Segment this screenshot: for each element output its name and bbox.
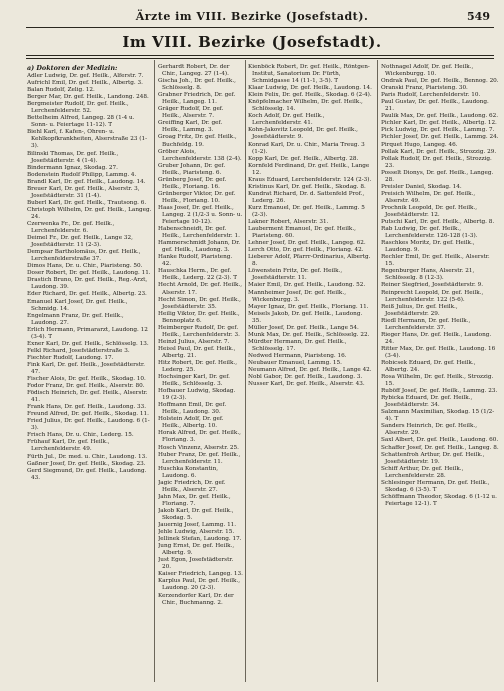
directory-entry: Frisch Hans, Dr. u. Chir., Lederg. 15. [27,432,134,439]
directory-entry: Hitz Robert, Dr. gef. Heilk., Lederg. 25. [158,359,238,374]
directory-entry: Hecht Simon, Dr. gef. Heilk., Josefstädterstr. 35. [158,296,241,310]
directory-entry: Bergmeister Rudolf, Dr. gef. Heilk., Lerchenfelderstr. 52. [27,101,129,115]
directory-entry: Kundrat Richard, Dr. d. Sattenfeld Prof., Lederg. 26. [248,190,365,204]
directory-entry: Dempsar Bartholomäus, Dr. gef. Heilk., Lerchenfelderstraße 37. [27,249,141,263]
directory-entry: Haas Josef, Dr. gef. Heilk., Langeg. 2 (1/2-3 u. Sonn- u. Feiertage 10-12). [158,204,243,226]
page-header [0,10,504,26]
directory-entry: Erlich Hermann, Primararzt, Laudong. 12 (3-4). T [27,326,148,340]
directory-entry: Drastich Bruno, Dr. gef. Heilk., Reg.-Arzt, Laudong. 39. [27,277,148,291]
directory-entry: Mayer Ignaz, Dr. gef. Heilk., Floriang. 11. [248,303,369,310]
directory-entry: Prochnik Leopold, Dr. gef. Heilk., Josefstädterstr. 12. [381,204,478,218]
directory-entry: Balan Rudolf, Zelig. 12. [27,87,95,94]
directory-entry: Müller Josef, Dr. gef. Heilk., Lange 54. [248,324,359,331]
directory-entry: Gerhardt Robert, Dr. der Chir., Langeg. 27 (1-4). [158,64,230,78]
directory-entry: Jung Ernst, Dr. gef. Heilk., Albertg. 9. [158,543,235,557]
directory-entry: Saxl Albert, Dr. gef. Heilk., Laudong. 60. [381,437,499,444]
directory-entry: Bilinski Thomas, Dr. gef. Heilk., Josefstädterstr. 4 (1-4). [27,150,119,164]
directory-entry: Kristinus Karl, Dr. gef. Heilk., Skodag. 8. [248,183,366,190]
directory-entry: Greiffing Karl, Dr. gef. Heilk., Lammg. 3. [158,120,223,134]
directory-entry: Löwenstein Fritz, Dr. gef. Heilk., Josefstädterstr. 11. [248,268,343,282]
directory-entry: Heimberger Rudolf, Dr. gef. Heilk., Lerchenfelderstr. 3. [158,324,240,338]
directory-entry: Rybicka Eduard, Dr. gef. Heilk., Josefstädterstr. 34. [381,395,473,409]
directory-entry: Hofbauer Ludwig, Skodag. 19 (2-3). [158,388,236,402]
directory-entry: Horak Alfred, Dr. gef. Heilk., Floriang. 3. [158,430,241,444]
directory-entry: Kaiser Friedrich, Langeg. 13. [158,571,243,578]
directory-entry: Emanuel Karl Josef, Dr. gef. Heilk., Schmidg. 14. [27,298,128,312]
directory-entry: Christoph Wilhelm, Dr. gef. Heilk., Langeg. 24. [27,206,152,220]
directory-entry: Eder Richard, Dr. gef. Heilk., Albertg. 23. [27,291,147,298]
directory-entry: Czerwenka Fr., Dr. gef. Heilk., Lerchenfelderstr. 6. [27,220,115,235]
directory-entry: Lieberer Adolf, Pfarrr-Ordinarius, Albertg. 8. [248,254,371,268]
directory-entry: Kurz Emanuel, Dr. gef. Heilk., Lammg. 5 (2-3). [248,204,365,218]
column-3 [248,64,373,682]
directory-entry: Aufrichl Emil, Dr. gef. Heilk., Albertg. 3. [27,80,143,87]
section-rule-top [26,55,494,56]
column-2 [158,64,243,682]
directory-entry: Fried Julius, Dr. gef. Heilk., Laudong. 6 (1-3). [27,418,150,432]
directory-entry: Habenschneidt, Dr. gef. Heilk., Lerchenfelderstr. 1. [158,226,240,240]
directory-entry: Lakner Robert, Alserstr. 31. [248,219,329,226]
directory-entry: Nedwed Hermann, Piaristeng. 16. [248,352,347,359]
directory-entry: Neubauer Emanuel, Lammg. 15. [248,359,342,366]
directory-entry: Lauberment Emanuel, Dr. gef. Heilk., Piaristeng. 60. [248,226,356,240]
column-4 [381,64,499,682]
directory-entry: Paulik Max, Dr. gef. Heilk., Laudong. 62. [381,113,499,120]
directory-entry: Ritter Max, Dr. gef. Heilk., Laudong. 16 (3-4). [381,345,496,359]
directory-entry: Riedl Hermann, Dr. gef. Heilk., Lerchenfelderstr. 37. [381,317,471,331]
directory-entry: Rab Ludwig, Dr. gef. Heilk., Lerchenfelderstr. 126-128 (1-3). [381,226,478,240]
directory-entry: Breuer Karl, Dr. gef. Heilk., Alserstr. 3, Josefstädterstr. 31 (1-4). [27,185,140,199]
directory-entry: Kornfeld Ferdinand, Dr. gef. Heilk., Lange 12. [248,162,370,176]
directory-entry: Jakob Karl, Dr. gef. Heilk., Skodag. 5. [158,507,234,521]
directory-entry: Doser Robert, Dr. gef. Heilk., Laudong. 11. [27,270,151,277]
directory-entry: Kerzendorfer Karl, Dr. der Chir., Buchmanng. 2. [158,592,234,606]
directory-entry: Bindermann Ignaz, Skodag. 27. [27,164,118,171]
directory-entry: Hauschka Herm., Dr. gef. Heilk., Lederg. 22 (2-3). T [158,268,238,282]
directory-entry: Meisels Jakob, Dr. gef. Heilk., Laudong. 35. [248,310,363,324]
directory-entry: Schaffer Josef, Dr. gef. Heilk., Langeg. 8. [381,444,499,451]
directory-entry: Grünberger Viktor, Dr. gef. Heilk., Floriang. 10. [158,190,236,204]
directory-entry: Fodor Franz, Dr. gef. Heilk., Alserstr. 80. [27,383,145,390]
directory-entry: Fink Karl, Dr. gef. Heilk., Josefstädterstr. 47. [27,361,145,375]
directory-entry: Schlesinger Hermann, Dr. gef. Heilk., Skodag. 6 (3-5). T [381,479,490,493]
directory-entry: Frühauf Karl, Dr. gef. Heilk., Lerchenfelderstr. 49. [27,439,110,453]
directory-entry: Kienböck Robert, Dr. gef. Heilk., Röntgen-Institut, Sanatorium Dr. Fürth, Schmidgasse 14 (11-1, 3-5). T [248,64,370,85]
directory-entry: Huschka Konstantin, Laudong. 6. [158,465,219,479]
directory-entry: Felkl Richard, Josefstädterstraße 3. [27,347,130,354]
directory-entry: Knöpfelmacher Wilhelm, Dr. gef. Heilk., Schlösselg. 14. [248,99,363,113]
directory-entry: Pirquet Hugo, Langeg. 46. [381,141,458,148]
directory-entry: Sanders Heinrich, Dr. gef. Heilk., Alserstr. 29. [381,423,478,437]
directory-entry: Pichler Karl, Dr. gef. Heilk., Albertg. 12. [381,120,497,127]
directory-entry: Jehle Ludwig, Alserstr. 15. [158,529,235,536]
directory-entry: Schöffmann Theodor, Skodag. 6 (1-12 u. Feiertage 12-1). T [381,493,497,507]
running-title: Ärzte im VIII. Bezirke (Josefstadt). [135,10,369,23]
directory-entry: Gröber Alois, Lerchenfelderstr. 138 (2-4). [158,148,242,162]
directory-entry: Kraus Eduard, Lerchenfelderstr. 124 (2-3). [248,176,372,183]
directory-entry: Posselt Dionys, Dr. gef. Heilk., Langeg. 28. [381,169,494,183]
column-1 [27,64,152,682]
directory-entry: Preisler Daniel, Skodag. 14. [381,183,462,190]
directory-entry: Pollak Karl, Dr. gef. Heilk., Strozzig. 29. [381,148,497,155]
directory-entry: Schiff Arthur, Dr. gef. Heilk., Lerchenfelderstr. 28. [381,465,464,479]
directory-entry: Nobl Gabor, Dr. gef. Heilk., Laudong. 3. [248,374,363,381]
directory-entry: Rieger Hans, Dr. gef. Heilk., Laudong. 24. [381,331,492,345]
directory-entry: Hanke Rudolf, Piaristeng. 42. [158,254,233,268]
directory-entry: Jahn Max, Dr. gef. Heilk., Floriang. 7. [158,493,231,507]
directory-entry: Mannheimer Josef, Dr. gef. Heilk., Wickenburgg. 3. [248,289,346,303]
directory-entry: Neumann Alfred, Dr. gef. Heilk., Lange 42. [248,367,372,374]
directory-entry: Pichler Josef, Dr. gef. Heilk., Lammg. 24. [381,134,499,141]
directory-entry: Berger Mar, Dr. gef. Heilk., Landong. 248. [27,94,149,101]
directory-entry: Groag Fritz, Dr. gef. Heilk., Buchfeldg. 19. [158,134,237,148]
directory-entry: Robicsek Eduard, Dr. gef. Heilk., Albertg. 24. [381,359,476,374]
directory-entry: Fürth Jul., Dr. med. u. Chir., Laudong. 13. [27,453,148,460]
directory-entry: Reinprecht Leopold, Dr. gef. Heilk., Lerchenfelderstr. 122 (5-6). [381,289,484,303]
directory-entry: Karplus Paul, Dr. gef. Heilk., Laudong. 20 (2-3). [158,578,241,592]
directory-entry: Jellinek Stefan, Laudong. 17. [158,536,242,543]
directory-entry: Fischer Alois, Dr. gef. Heilk., Skodag. 10. [27,376,146,383]
directory-entry: Lerch Otto, Dr. gef. Heilk., Floriang. 42. [248,247,364,254]
directory-entry: Lehner Josef, Dr. gef. Heilk., Langeg. 62. [248,240,366,247]
directory-entry: Biehl Karl, f. Kafen-, Ohren- u. Kehlkopfkrankheiten, Alserstraße 23 (1-3). [27,129,148,150]
section-rule-bottom [26,58,494,59]
directory-entry: Hosch Vinzenz, Alserstr. 25. [158,444,239,451]
directory-entry: Adler Ludwig, Dr. gef. Heilk., Alferstr. 7. [27,73,144,79]
directory-entry: Gruber Johann, Dr. gef. Heilk., Piaristeng. 6. [158,162,226,176]
directory-entry: Bodenstein Rudolf Philipp, Lammg. 4. [27,171,137,178]
directory-entry: Freund Alfred, Dr. gef. Heilk., Skodag. 11. [27,411,149,418]
directory-entry: Grünberg Josef, Dr. gef. Heilk., Floriang. 16. [158,176,227,190]
directory-entry: Heinzl Julius, Alserstr. 7. [158,338,230,345]
directory-entry: Deimel Fr., Dr. gef. Heilk., Lange 32, Josefstädterstr. 11 (2-3). [27,235,133,249]
directory-entry: Paul Gustav, Dr. gef. Heilk., Laudong. 21. [381,99,489,113]
directory-entry: Brandl Karl, Dr. gef. Heilk., Laudong. 14. [27,178,146,185]
directory-entry: Rechler Emil, Dr. gef. Heilk., Alserstr. 15. [381,254,490,268]
directory-entry: Schattenfroh Arthur, Dr. gef. Heilk., Josefstädterstr. 19. [381,451,485,465]
directory-entry: Hoffmann Emil, Dr. gef. Heilk., Laudong. 30. [158,402,227,416]
directory-entry: Raschkes Moritz, Dr. gef. Heilk., Laudong. 9. [381,240,475,254]
directory-entry: Kopp Karl, Dr. gef. Heilk., Albertg. 28. [248,155,359,162]
page-number: 549 [467,10,490,23]
directory-entry: Fiechter Rudolf, Laudong. 17. [27,354,114,361]
directory-entry: Bettelheim Alfred, Langeg. 28 (1-4 u. Sonn- u. Feiertage 11-12). T [27,115,135,129]
directory-entry: Preisich Wilhelm, Dr. gef. Heilk., Alserstr. 49. [381,190,476,204]
directory-entry: Just Egon, Josefstädterstr. 20. [158,557,234,571]
directory-entry: Munk Max, Dr. gef. Heilk., Schlösselg. 22. [248,331,370,338]
directory-entry: Jauernig Josef, Lammg. 11. [158,522,237,529]
directory-entry: Paris Rudolf, Lerchenfelderstr. 10. [381,92,481,99]
directory-entry: Salzmann Maximilian, Skodag. 15 (1/2-4). T [381,409,495,423]
directory-entry: Mürdter Hermann, Dr. gef. Heilk., Schlösselg. 17. [248,338,347,352]
directory-entry: Nothnagel Adolf, Dr. gef. Heilk., Wickenburgg. 10. [381,64,474,78]
directory-entry: Pick Ludwig, Dr. gef. Heilk., Lammg. 7. [381,127,495,134]
directory-entry: Klaar Ludwig, Dr. gef. Heilk., Laudong. 14. [248,85,372,92]
directory-entry: Huber Franz, Dr. gef. Heilk., Lerchenfelderstr. 11. [158,451,241,465]
directory-entry: Ruböff Josef, Dr. gef. Heilk., Lammg. 23. [381,388,498,395]
directory-entry: Maier Emil, Dr. gef. Heilk., Laudong. 52. [248,282,366,289]
directory-entry: Nusser Karl, Dr. gef. Heilk., Alserstr. 43. [248,381,365,388]
directory-entry: Holstein Adolf, Dr. gef. Heilk., Albertg. 10. [158,416,224,430]
section-title: Im VIII. Bezirke (Josefstadt). [122,33,382,51]
directory-entry: Pollak Rudolf, Dr. gef. Heilk., Strozzig. 23. [381,155,492,169]
directory-entry: Gerd Siegmund, Dr. gef. Heilk., Laudong. 43. [27,467,147,481]
directory-entry: Gräger Rudolf, Dr. gef. Heilk., Alserstr. 7. [158,106,224,120]
directory-entry: Gaßner Josef, Dr. gef. Heilk., Skodag. 23. [27,460,146,467]
directory-entry: Rosa Wilhelm, Dr. gef. Heilk., Strozzig. 15. [381,374,494,388]
directory-entry: Reiß Julius, Dr. gef. Heilk., Josefstädterstr. 29. [381,303,458,317]
directory-entry: Hammerschmidt Johann, Dr. gef. Heilk., Laudong. 3. [158,240,241,254]
column-divider [245,60,246,682]
directory-entry: Hochsinger Karl, Dr. gef. Heilk., Schlösselg. 3. [158,374,230,388]
directory-entry: Koch Adolf, Dr. gef. Heilk., Lerchenfelderstr. 41. [248,113,325,127]
directory-entry: Oranski Franz, Piaristeng. 30. [381,85,468,92]
directory-entry: Jagic Friedrich, Dr. gef. Heilk., Alserstr. 27. [158,479,226,493]
directory-entry: Konrad Karl, Dr. u. Chir., Maria Treug. 3 (1-2). [248,141,365,155]
directory-entry: Frank Hans, Dr. gef. Heilk., Laudong. 33. [27,404,147,411]
directory-entry: Engelmann Franz, Dr. gef. Heilk., Laudong. 27. [27,312,124,326]
directory-entry: Putschi Karl, Dr. gef. Heilk., Albertg. 8. [381,219,495,226]
directory-entry: Buberl Karl, Dr. gef. Heilk., Trautsong. 6. [27,199,147,206]
column-divider [154,60,155,682]
directory-entry: Gischa Joh., Dr. gef. Heilk., Schlösselg. 8. [158,78,236,92]
subheading: a) Doktoren der Medizin: [27,64,118,72]
directory-entry: Kohn-Jakovitz Leopold, Dr. gef. Heilk., Josefstädterstr. 9. [248,127,358,141]
directory-entry: Ondrak Paul, Dr. gef. Heilk., Bennog. 20. [381,78,499,85]
column-divider [377,60,378,682]
directory-entry: Födisch Heinrich, Dr. gef. Heilk., Alserstr. 41. [27,390,148,404]
directory-entry: Heilig Viktor, Dr. gef. Heilk., Bennoplatz 6. [158,310,240,324]
directory-entry: Reiner Siegfried, Josefstädterstr. 9. [381,282,484,289]
directory-entry: Dimos Hans, Dr. u. Chir., Piaristeng. 50. [27,263,143,270]
directory-entry: Exner Karl, Dr. gef. Heilk., Schlösselg. 13. [27,340,149,347]
directory-entry: Regenburger Hans, Alserstr. 21, Schlösselg. 8 (12-3). [381,268,475,282]
header-rule [26,27,494,28]
directory-entry: Heissl Paul, Dr. gef. Heilk., Albertg. 21. [158,345,236,359]
directory-entry: Grabner Friedrich, Dr. gef. Heilk., Langeg. 11. [158,92,236,106]
directory-entry: Hecht Arnold, Dr. gef. Heilk., Alserstr. 17. [158,282,243,296]
directory-entry: Klein Felix, Dr. gef. Heilk., Skodag. 6 (2-4). [248,92,372,99]
